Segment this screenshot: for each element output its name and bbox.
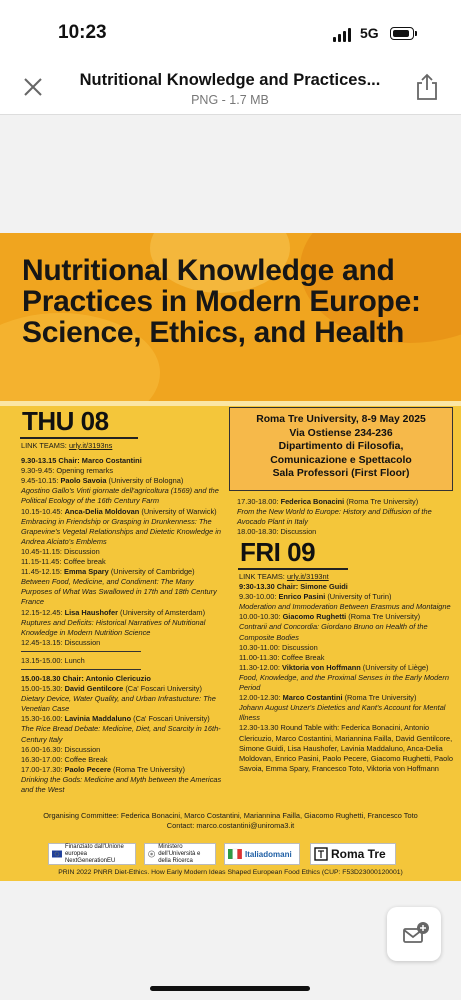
teams-link[interactable]: urly.it/3193nt	[286, 572, 329, 581]
schedule-line: 15.00-15.30: David Gentilcore (Ca' Foscari University)	[21, 684, 202, 694]
talk-title: Johann August Unzer's Dietetics and Kant's Account for Mental Illness	[239, 703, 446, 723]
schedule-line: 17.00-17.30: Paolo Pecere (Roma Tre University)	[21, 764, 185, 774]
schedule-line: 12.00-12.30: Marco Costantini (Roma Tre University)	[239, 693, 417, 703]
contact-line: Contact: marco.costantini@uniroma3.it	[166, 821, 295, 830]
file-meta: PNG - 1.7 MB	[191, 93, 269, 107]
venue-box	[229, 407, 453, 491]
schedule-line: 9.30-13.15 Chair: Marco Costantini	[21, 456, 142, 466]
venue-line: Sala Professori (First Floor)	[272, 468, 410, 479]
venue-line: Comunicazione e Spettacolo	[270, 454, 412, 466]
talk-title: Agostino Gallo's Vinti giornate dell'agricoltura (1569) and the Political Ecology of the 16th Century Farm	[21, 486, 219, 506]
schedule-line: 12.45-13.15: Discussion	[21, 637, 101, 647]
talk-title: The Rice Bread Debate: Medicine, Diet, and Scarcity in 16th-Century Italy	[21, 724, 221, 744]
schedule-line: 13.15-15.00: Lunch	[21, 655, 85, 665]
schedule-line: 17.30-18.00: Federica Bonacini (Roma Tre University)	[237, 497, 419, 506]
schedule-line: 11.00-11.30: Coffee Break	[239, 652, 325, 662]
venue-line: Roma Tre University, 8-9 May 2025	[256, 414, 426, 425]
poster-title: Nutritional Knowledge and Practices in Modern Europe: Science, Ethics, and Health	[22, 254, 421, 349]
divider	[21, 651, 141, 652]
day-label-fri: FRI 09	[240, 537, 316, 567]
network-label: 5G	[360, 25, 379, 41]
home-indicator	[150, 986, 310, 991]
schedule-line: 15.30-16.00: Lavinia Maddaluno (Ca' Foscari University)	[21, 714, 210, 724]
divider	[21, 669, 141, 670]
teams-label: LINK TEAMS:	[21, 441, 67, 450]
venue-line: Dipartimento di Filosofia,	[278, 441, 404, 452]
status-bar	[0, 0, 461, 60]
sponsor-logos	[48, 843, 408, 869]
thursday-schedule-continued	[237, 497, 455, 537]
schedule-line: 16.00-16.30: Discussion	[21, 744, 101, 754]
schedule-line: 15.00-18.30 Chair: Antonio Clericuzio	[21, 673, 151, 683]
venue-line: Via Ostiense 234-236	[289, 427, 393, 439]
share-icon[interactable]	[414, 73, 440, 101]
schedule-line: 18.00-18.30: Discussion	[237, 527, 317, 537]
schedule-line: 10.45-11.15: Discussion	[21, 546, 100, 556]
schedule-line: 10.15-10.45: Anca-Delia Moldovan (University of Warwick)	[21, 506, 217, 516]
schedule-line: 10.30-11.00: Discussion	[239, 642, 318, 652]
talk-title: Dietary Device, Water Quality, and Urban Infrastucture: The Venetian Case	[21, 694, 216, 714]
friday-schedule	[239, 572, 454, 774]
talk-title: Drinking the Gods: Medicine and Myth between the Americas and the West	[21, 774, 222, 794]
poster-footer	[0, 811, 461, 831]
schedule-line: 10.00-10.30: Giacomo Rughetti (Roma Tre University)	[239, 612, 421, 622]
prin-funding-note: PRIN 2022 PNRR Diet-Ethics. How Early Modern Ideas Shaped European Food Ethics (CUP: F53D23000120001)	[58, 869, 403, 876]
schedule-line: 11.45-12.15: Emma Spary (University of Cambridge)	[21, 567, 195, 577]
schedule-line: 12.15-12.45: Lisa Haushofer (University of Amsterdam)	[21, 607, 206, 617]
talk-title: Between Food, Medicine, and Condiment: The Many Purposes of What Was Swallowed in 17th and 18th Century France	[21, 577, 217, 607]
teams-link[interactable]: urly.it/3193ns	[68, 441, 113, 450]
add-mail-icon	[387, 907, 441, 961]
organising-committee: Organising Committee: Federica Bonacini, Marco Costantini, Mariannina Failla, Giacomo Rughetti, Francesco Toto	[43, 811, 418, 820]
talk-title: Moderation and Immoderation Between Erasmus and Montaigne	[239, 602, 451, 612]
close-icon[interactable]	[22, 76, 44, 98]
day-label-thu: THU 08	[22, 406, 109, 436]
file-title: Nutritional Knowledge and Practices...	[79, 71, 381, 89]
poster-image	[0, 233, 461, 881]
eu-logo: Finanziato dall'Unione europea NextGenerationEU	[48, 843, 136, 865]
schedule-line: 11.15-11.45: Coffee break	[21, 557, 106, 567]
romatre-logo: Roma Tre	[310, 843, 396, 865]
talk-title: Ruptures and Deficits: Historical Narratives of Nutritional Knowledge in Modern Nutrition Science	[21, 617, 206, 637]
markup-button[interactable]	[387, 907, 441, 961]
viewer-header	[0, 60, 461, 115]
poster-banner	[0, 233, 461, 401]
italiadomani-logo: Italiadomani	[224, 843, 300, 865]
schedule-line: 9.30-10.00: Enrico Pasini (University of Turin)	[239, 592, 392, 602]
schedule-line: 12.30-13.30 Round Table with: Federica Bonacini, Antonio Clericuzio, Marco Costantini, Mariannina Failla, David Gentilcore, Simone Guidi, Lisa Haushofer, Lavinia Maddaluno, Anca-Delia Moldovan, Enrico Pasini, Paolo Pecere, Giacomo Rughetti, Paolo Savoia, Emma Spary, Francesco Toto, Viktoria von Hoffmann	[239, 723, 454, 773]
schedule-line: 11.30-12.00: Viktoria von Hoffmann (University of Liège)	[239, 662, 429, 672]
talk-title: Contrarii and Concordia: Giordano Bruno on Health of the Composite Bodies	[239, 622, 428, 642]
signal-icon	[333, 28, 351, 42]
clock: 10:23	[58, 22, 107, 43]
schedule-line: 9:30-13.30 Chair: Simone Guidi	[239, 582, 348, 592]
mur-logo: Ministero dell'Università e della Ricerca	[144, 843, 216, 865]
talk-title: From the New World to Europe: History and Diffusion of the Avocado Plant in Italy	[237, 507, 432, 527]
schedule-line: 9.45-10.15: Paolo Savoia (University of Bologna)	[21, 476, 184, 486]
thursday-schedule	[21, 441, 226, 795]
schedule-line: 9.30-9.45: Opening remarks	[21, 466, 114, 476]
talk-title: Embracing in Friendship or Grasping in Drunkenness: The Grapevine's Vegetal Relationships and Dietetic Knowledge in Andrea Alciato's Emblems	[21, 516, 221, 546]
talk-title: Food, Knowledge, and the Proximal Senses in the Early Modern Period	[239, 672, 449, 693]
teams-label: LINK TEAMS:	[239, 572, 285, 581]
battery-icon	[390, 27, 414, 40]
schedule-line: 16.30-17.00: Coffee Break	[21, 754, 108, 764]
